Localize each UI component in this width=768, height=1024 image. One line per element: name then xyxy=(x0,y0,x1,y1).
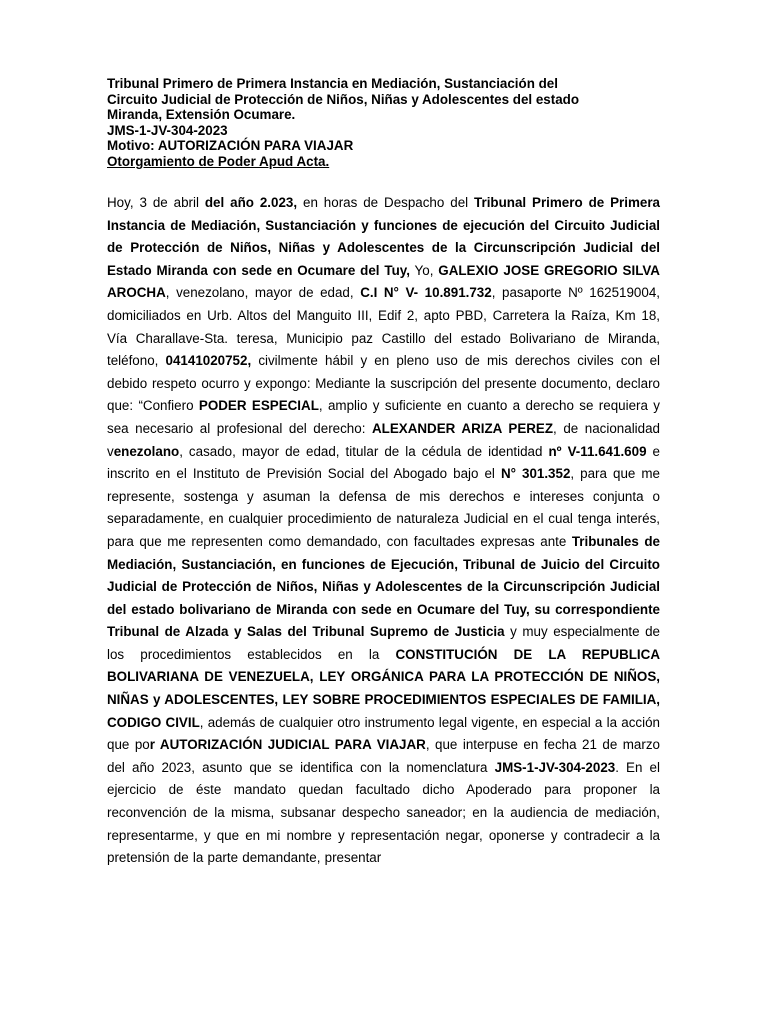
body-segment-bold: PODER ESPECIAL xyxy=(198,398,319,414)
body-segment: en horas de Despacho del xyxy=(297,195,475,210)
body-segment-bold: Tribunal Primero de Primera Instancia de Mediación, Sustanciación y funciones de ejecución del Circuito Judicial de Protección de Niños, Niñas y Adolescentes de la Circunscripción Judicial del Estado Miranda con sede en Ocumare del Tuy, xyxy=(107,195,660,278)
header-line-court-3: Miranda, Extensión Ocumare. xyxy=(107,107,296,123)
body-segment-bold: JMS-1-JV-304-2023 xyxy=(494,759,616,775)
body-segment: Yo, xyxy=(409,262,439,278)
body-segment: , casado, mayor de edad, titular de la cédula de identidad xyxy=(179,443,549,459)
body-segment-bold: ALEXANDER ARIZA PEREZ xyxy=(372,420,554,436)
body-segment-bold: CONSTITUCIÓN DE LA REPUBLICA BOLIVARIANA DE VENEZUELA, LEY ORGÁNICA PARA LA PROTECCIÓN DE NIÑOS, NIÑAS y ADOLESCENTES, LEY SOBRE PROCEDIMIENTOS ESPECIALES DE FAMILIA, CODIGO CIVIL xyxy=(107,646,660,730)
body-segment: , de nacionalidad v xyxy=(107,420,660,459)
body-segment-bold: GALEXIO JOSE GREGORIO SILVA AROCHA xyxy=(107,262,660,301)
body-segment-bold: 04141020752, xyxy=(165,353,252,369)
body-segment: , amplio y suficiente en cuanto a derecho se requiera y sea necesario al profesional del derecho: xyxy=(107,398,661,436)
body-segment-bold: enezolano xyxy=(113,443,180,459)
body-segment: civilmente hábil y en pleno uso de mis derechos civiles con el debido respeto ocurro y expongo: Mediante la suscripción del presente documento, declaro que: “Confiero xyxy=(107,353,661,414)
body-segment-bold: C.I N° V- 10.891.732 xyxy=(360,285,492,301)
body-segment: . En el ejercicio de éste mandato quedan facultado dicho Apoderado para proponer la reconvención de la misma, subsanar despecho saneador; en la audiencia de mediación, representarme, y que en mi nombre y representación negar, oponerse y contradecir a la pretensión de la parte demandante, presentar xyxy=(107,759,660,866)
header-line-motivo: Motivo: AUTORIZACIÓN PARA VIAJAR xyxy=(107,138,354,154)
body-segment: , además de cualquier otro instrumento legal vigente, en especial a la acción que po xyxy=(107,714,660,753)
body-segment: , que interpuse en fecha 21 de marzo del año 2023, asunto que se identifica con la nomenclatura xyxy=(107,737,660,775)
body-segment: Hoy, 3 de abril xyxy=(107,195,205,210)
document-header xyxy=(107,76,667,170)
header-line-case-number: JMS-1-JV-304-2023 xyxy=(107,122,228,138)
header-line-court-2: Circuito Judicial de Protección de Niños, Niñas y Adolescentes del estado xyxy=(107,91,580,107)
body-segment-bold: N° 301.352 xyxy=(500,466,571,482)
header-line-title: Otorgamiento de Poder Apud Acta. xyxy=(107,153,330,169)
body-segment-bold: Tribunales de Mediación, Sustanciación, en funciones de Ejecución, Tribunal de Juicio del Circuito Judicial de Protección de Niños, Niñas y Adolescentes de la Circunscripción Judicial del estado bolivariano de Miranda con sede en Ocumare del Tuy, su correspondiente Tribunal de Alzada y Salas del Tribunal Supremo de Justicia xyxy=(107,533,660,640)
body-segment-bold: nº V-11.641.609 xyxy=(548,443,647,459)
body-segment: , venezolano, mayor de edad, xyxy=(165,285,361,301)
body-segment: e inscrito en el Instituto de Previsión Social del Abogado bajo el xyxy=(107,443,660,482)
body-segment: y muy especialmente de los procedimientos establecidos en la xyxy=(107,624,660,662)
body-segment-bold: r AUTORIZACIÓN JUDICIAL PARA VIAJAR xyxy=(149,737,426,753)
body-segment: , pasaporte Nº 162519004, domiciliados en Urb. Altos del Manguito III, Edif 2, apto PBD, Carretera la Raíza, Km 18, Vía Charallave-Sta. teresa, Municipio paz Castillo del estado Bolivariano de Miranda, teléfono, xyxy=(107,285,660,369)
body-segment: , para que me represente, sostenga y asuman la defensa de mis derechos e intereses conjunta o separadamente, en cualquier procedimiento de naturaleza Judicial en el cual tenga interés, para que me representen como demandado, con facultades expresas ante xyxy=(107,466,660,549)
body-segment-bold: del año 2.023, xyxy=(204,195,298,210)
document-body xyxy=(107,192,660,870)
header-line-court-1: Tribunal Primero de Primera Instancia en Mediación, Sustanciación del xyxy=(107,76,558,91)
